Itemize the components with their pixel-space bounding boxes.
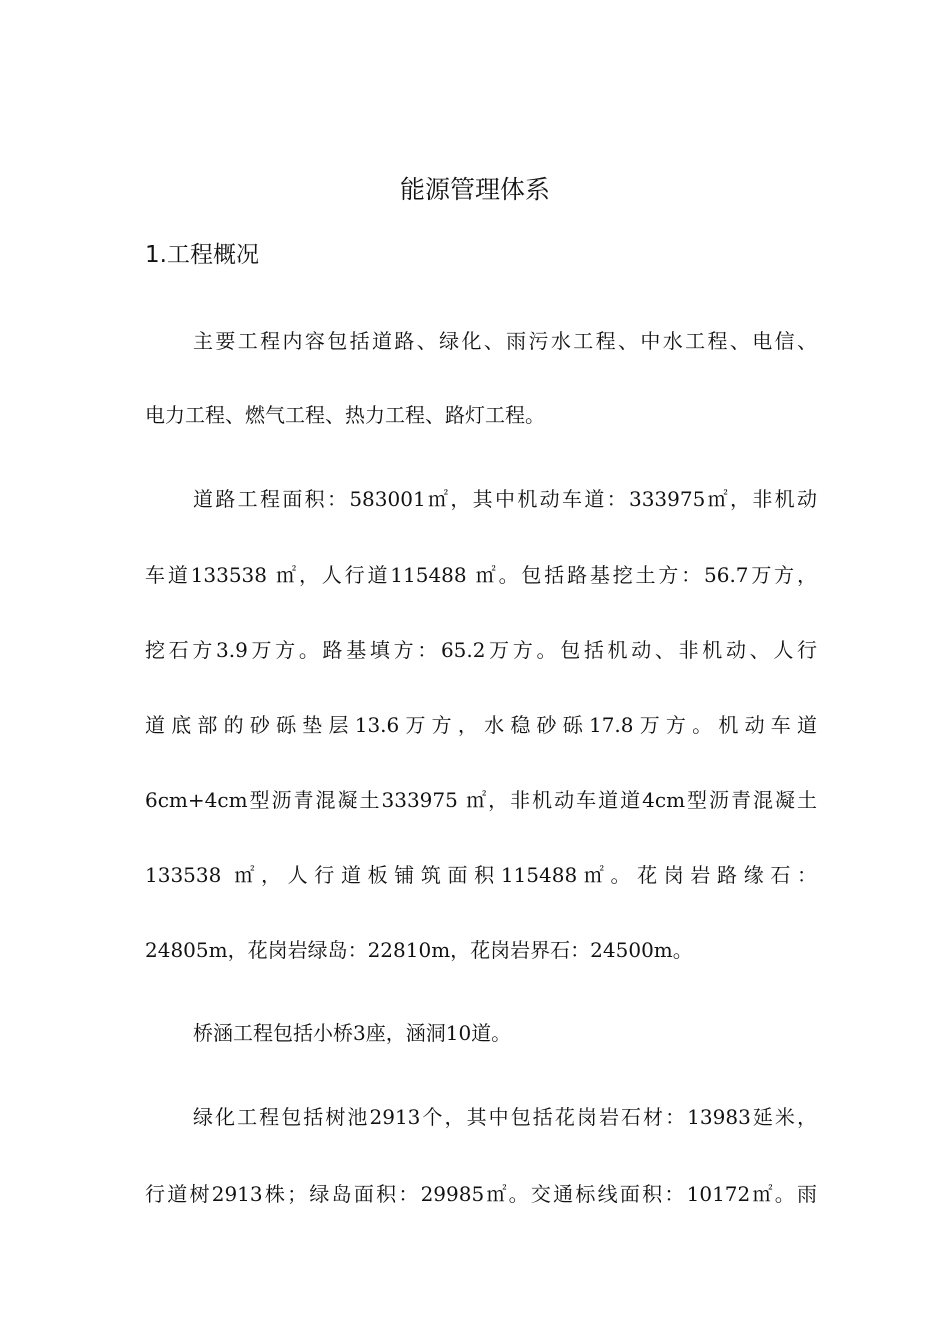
body-line: 绿化工程包括树池2913个，其中包括花岗岩石材：13983延米，: [193, 1105, 817, 1129]
body-line: 电力工程、燃气工程、热力工程、路灯工程。: [145, 403, 545, 427]
body-line: 主要工程内容包括道路、绿化、雨污水工程、中水工程、电信、: [193, 329, 817, 353]
body-line: 133538 ㎡，人行道板铺筑面积115488㎡。花岗岩路缘石：: [145, 863, 817, 887]
body-line: 车道133538 ㎡，人行道115488 ㎡。包括路基挖土方：56.7万方，: [145, 563, 817, 587]
body-line: 挖石方3.9万方。路基填方：65.2万方。包括机动、非机动、人行: [145, 638, 817, 662]
body-line: 道底部的砂砾垫层13.6万方，水稳砂砾17.8万方。机动车道: [145, 713, 817, 737]
document-title: 能源管理体系: [399, 175, 550, 204]
section-heading: 1.工程概况: [145, 242, 259, 268]
body-line: 行道树2913株；绿岛面积：29985㎡。交通标线面积：10172㎡。雨: [145, 1182, 817, 1206]
body-line: 6cm+4cm型沥青混凝土333975 ㎡，非机动车道道4cm型沥青混凝土: [145, 788, 817, 812]
body-line: 24805m，花岗岩绿岛：22810m，花岗岩界石：24500m。: [145, 938, 693, 962]
body-line: 桥涵工程包括小桥3座，涵洞10道。: [193, 1021, 512, 1045]
body-line: 道路工程面积：583001㎡，其中机动车道：333975㎡，非机动: [193, 487, 817, 511]
